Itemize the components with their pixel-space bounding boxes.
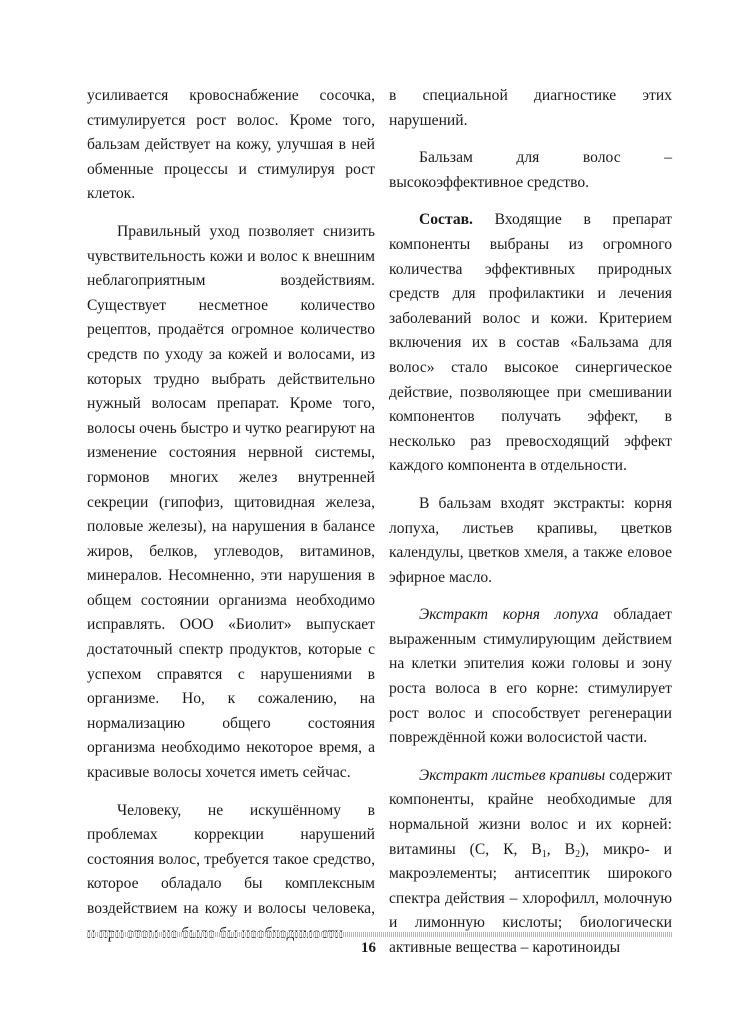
page-number: 16	[361, 940, 376, 956]
right-column	[389, 84, 672, 974]
paragraph-burdock	[389, 603, 672, 751]
nettle-extract-term: Экстракт листьев крапивы	[419, 766, 606, 784]
vitamin-b2-subscript: 2	[575, 848, 581, 860]
footer-divider	[87, 932, 672, 937]
paragraph-left-1: усиливается кровоснабжение сосочка, стимулируется рост волос. Кроме того, бальзам действует на кожу, улучшая в ней обменные процессы и стимулируя рост клеток.	[87, 87, 375, 203]
composition-text: Входящие в препарат компоненты выбраны из огромного количества эффективных природных средств для профилактики и лечения заболеваний волос и кожи. Критерием включения их в состав «Бальзама для волос» стало высокое синергическое действие, позволяющее при смешивании компонентов получать эффект, в несколько раз превосходящий эффект каждого компонента в отдельности.	[389, 211, 672, 475]
composition-heading: Состав.	[419, 211, 473, 229]
nettle-extract-text-c: ), микро- и макроэлементы; антисептик широкого спектра действия – хлорофилл, молочную и лимонную кислоты; биологически активные вещества – каротиноиды	[389, 840, 673, 956]
nettle-extract-text-a: содержит компоненты, крайне необходимые для нормальной жизни волос и их корней: витамины (С, К, В	[389, 766, 672, 858]
paragraph-right-1: в специальной диагностике этих нарушений.	[389, 87, 672, 129]
paragraph-right-2: Бальзам для волос – высокоэффективное средство.	[389, 149, 672, 191]
paragraph-extracts-list: В бальзам входят экстракты: корня лопуха, листьев крапивы, цветков календулы, цветков хмеля, а также еловое эфирное масло.	[389, 494, 672, 586]
burdock-extract-text: обладает выраженным стимулирующим действием на клетки эпителия кожи головы и зону роста волоса в его корне: стимулирует рост волос и способствует регенерации повреждённой кожи волосистой части.	[389, 606, 672, 747]
nettle-extract-text-b: , В	[546, 840, 576, 858]
paragraph-left-2: Правильный уход позволяет снизить чувствительность кожи и волос к внешним неблагоприятным воздействиям. Существует несметное количество рецептов, продаётся огромное количество средств по уходу за кожей и волосами, из которых трудно выбрать действительно нужный волосам препарат. Кроме того, волосы очень быстро и чутко реагируют на изменение состояния нервной системы, гормонов многих желез внутренней секреции (гипофиз, щитовидная железа, половые железы), на нарушения в балансе жиров, белков, углеводов, витаминов, минералов. Несомненно, эти нарушения в общем состоянии организма необходимо исправлять. ООО «Биолит» выпускает достаточный спектр продуктов, которые с успехом справятся с нарушениями в организме. Но, к сожалению, на нормализацию общего состояния организма необходимо некоторое время, а красивые волосы хочется иметь сейчас.	[87, 222, 376, 782]
left-column	[87, 84, 375, 959]
burdock-extract-term: Экстракт корня лопуха	[419, 606, 599, 624]
paragraph-left-3: Человеку, не искушённому в проблемах коррекции нарушений состояния волос, требуется такое средство, которое обладало бы комплексным воздействием на кожу и волосы человека,	[87, 801, 375, 917]
vitamin-b1-subscript: 1	[541, 848, 547, 860]
paragraph-composition	[389, 208, 672, 479]
